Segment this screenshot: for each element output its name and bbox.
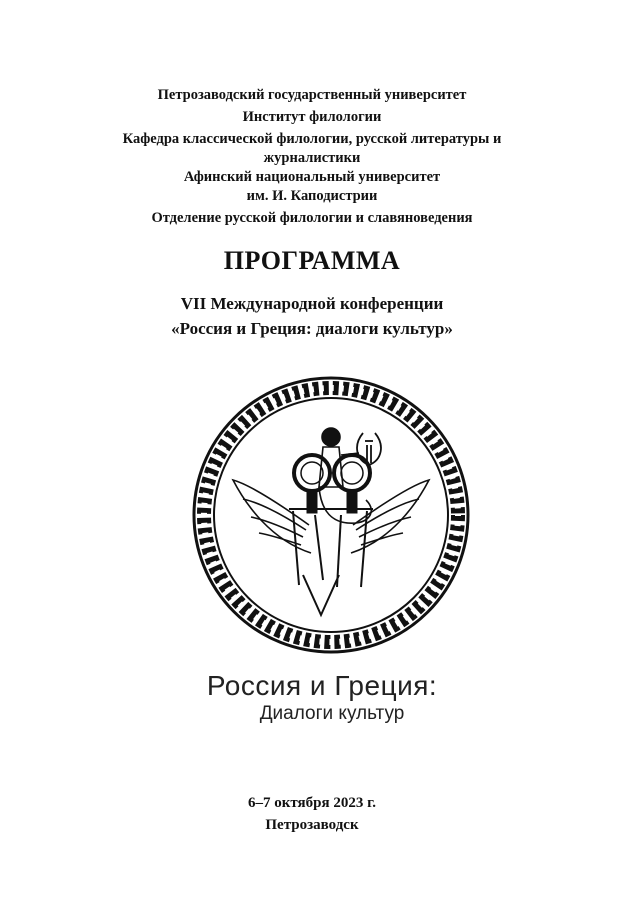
outer-ring-icon <box>194 378 468 652</box>
stand-icon <box>289 509 373 615</box>
partner-university-suffix: им. И. Каподистрии <box>246 188 378 204</box>
conference-date: 6–7 октября 2023 г. <box>247 795 376 811</box>
subtitle-line-1: VII Международной конференции <box>180 294 444 313</box>
page-title: ПРОГРАММА <box>223 246 401 275</box>
conference-emblem <box>191 375 471 655</box>
partner-university-name: Афинский национальный университет <box>183 169 441 185</box>
subtitle-line-2: «Россия и Греция: диалоги культур» <box>171 319 453 338</box>
university-name: Петрозаводский государственный университет <box>157 87 467 103</box>
conference-city: Петрозаводск <box>265 817 359 833</box>
brand-title: Россия и Греция: <box>206 670 438 701</box>
institute-name: Институт филологии <box>242 109 382 125</box>
header-block <box>0 86 624 231</box>
conference-subtitle <box>0 291 624 341</box>
partner-department-name: Отделение русской филологии и славяноведения <box>151 210 473 226</box>
brand-subtitle: Диалоги культур <box>259 703 405 724</box>
brand-lockup <box>0 670 624 726</box>
footer-block <box>0 792 624 836</box>
discs-icon <box>294 455 370 513</box>
department-name: Кафедра классической филологии, русской литературы и журналистики <box>122 131 502 166</box>
lyre-icon <box>357 433 381 465</box>
